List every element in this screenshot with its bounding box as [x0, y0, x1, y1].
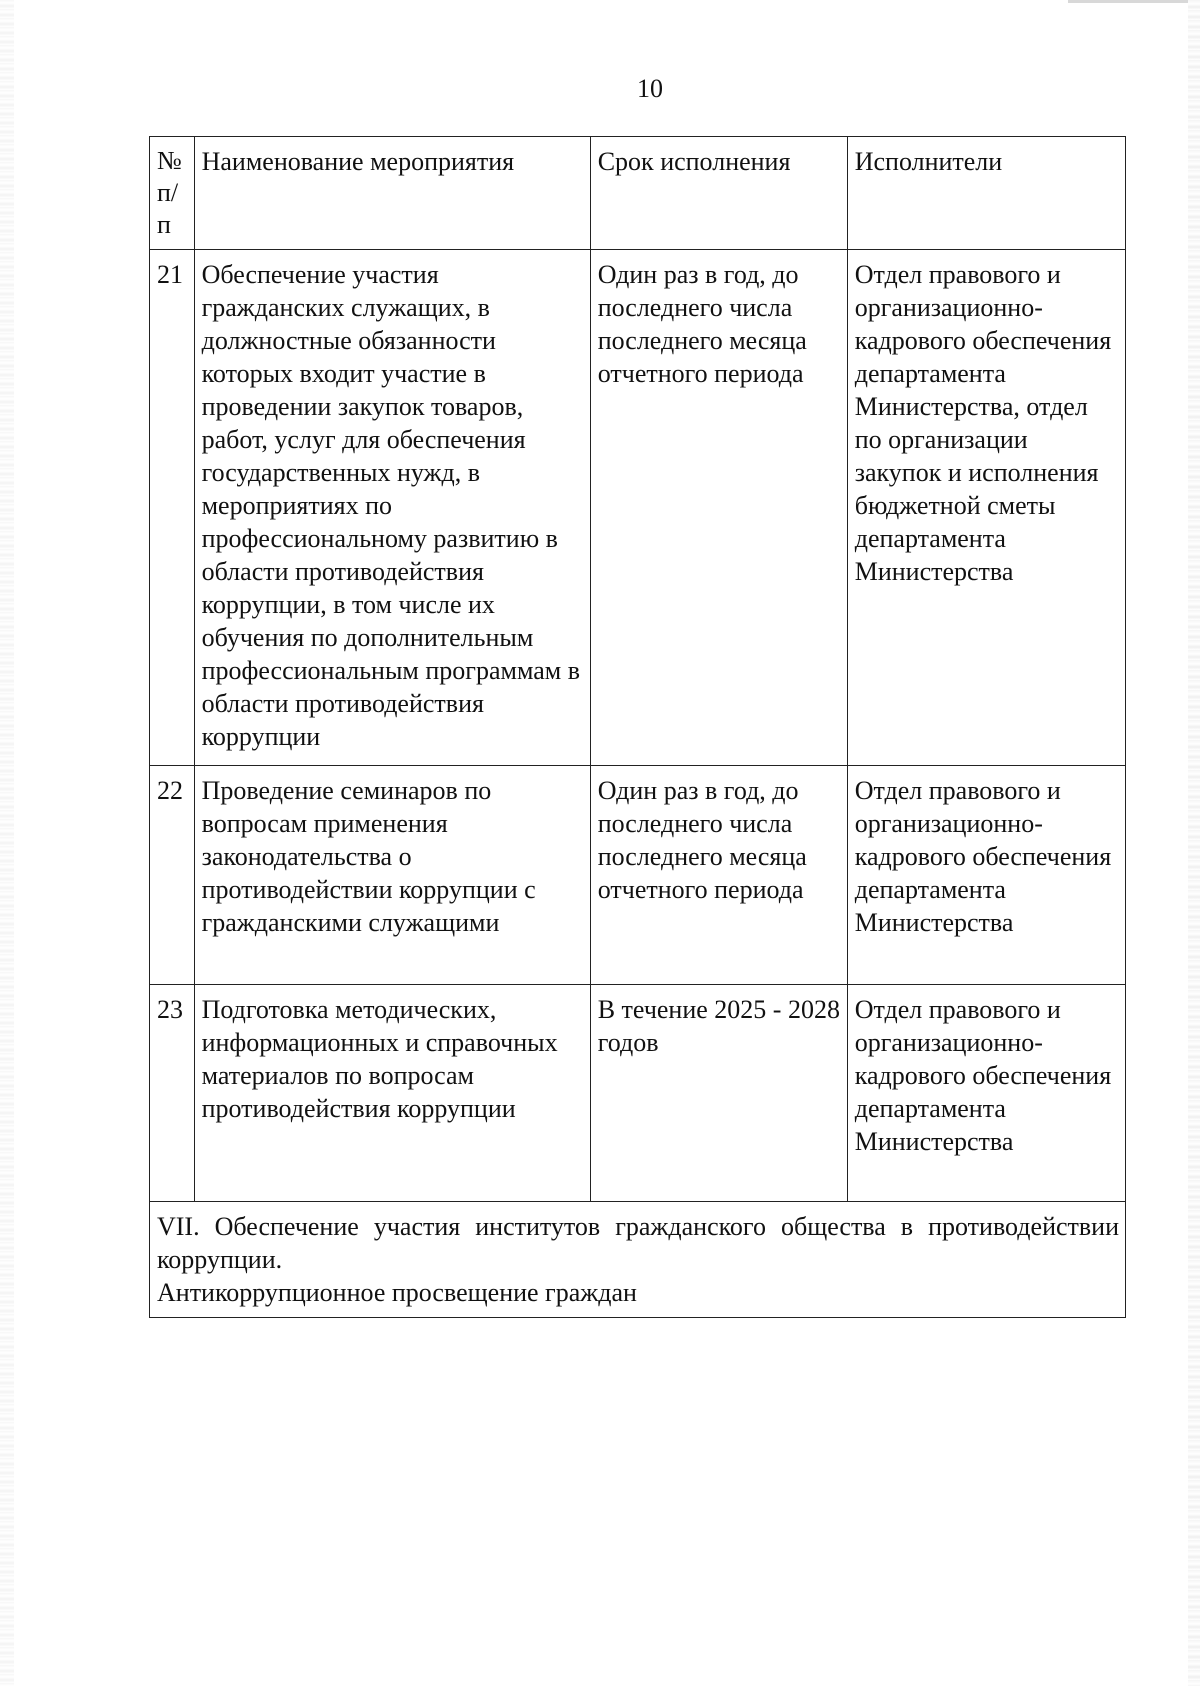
- table-row: [150, 985, 1126, 1202]
- row-measure-name: Подготовка методических, информационных и справочных материалов по вопросам противодействия коррупции: [194, 985, 590, 1202]
- row-measure-name: Обеспечение участия гражданских служащих, в должностные обязанности которых входит участие в проведении закупок товаров, работ, услуг для обеспечения государственных нужд, в мероприятиях по профессиональному развитию в области противодействия коррупции, в том числе их обучения по дополнительным профессиональным программам в области противодействия коррупции: [194, 250, 590, 766]
- header-number: № п/п: [150, 137, 195, 250]
- row-term: В течение 2025 - 2028 годов: [590, 985, 847, 1202]
- section-heading-cell: [150, 1202, 1126, 1318]
- scan-edge-top: [1068, 0, 1188, 3]
- table-header-row: [150, 137, 1126, 250]
- row-number: 21: [150, 250, 195, 766]
- section-subtitle: Антикоррупционное просвещение граждан: [157, 1278, 637, 1307]
- row-executors: Отдел правового и организационно-кадрового обеспечения департамента Министерства, отдел по организации закупок и исполнения бюджетной сметы департамента Министерства: [847, 250, 1125, 766]
- header-executors: Исполнители: [847, 137, 1125, 250]
- scan-edge-right: [1188, 0, 1200, 1686]
- row-measure-name: Проведение семинаров по вопросам применения законодательства о противодействии коррупции с гражданскими служащими: [194, 766, 590, 985]
- row-number: 22: [150, 766, 195, 985]
- header-term: Срок исполнения: [590, 137, 847, 250]
- scan-edge-left: [0, 0, 14, 1686]
- header-measure-name: Наименование мероприятия: [194, 137, 590, 250]
- row-term: Один раз в год, до последнего числа последнего месяца отчетного периода: [590, 766, 847, 985]
- table-row: [150, 766, 1126, 985]
- row-executors: Отдел правового и организационно-кадрового обеспечения департамента Министерства: [847, 766, 1125, 985]
- section-row: [150, 1202, 1126, 1318]
- measures-table: [149, 136, 1126, 1318]
- page-number: 10: [637, 74, 663, 103]
- row-executors: Отдел правового и организационно-кадрового обеспечения департамента Министерства: [847, 985, 1125, 1202]
- row-term: Один раз в год, до последнего числа последнего месяца отчетного периода: [590, 250, 847, 766]
- row-number: 23: [150, 985, 195, 1202]
- table-row: [150, 250, 1126, 766]
- section-title: VII. Обеспечение участия институтов гражданского общества в противодействии коррупции.: [157, 1212, 1119, 1274]
